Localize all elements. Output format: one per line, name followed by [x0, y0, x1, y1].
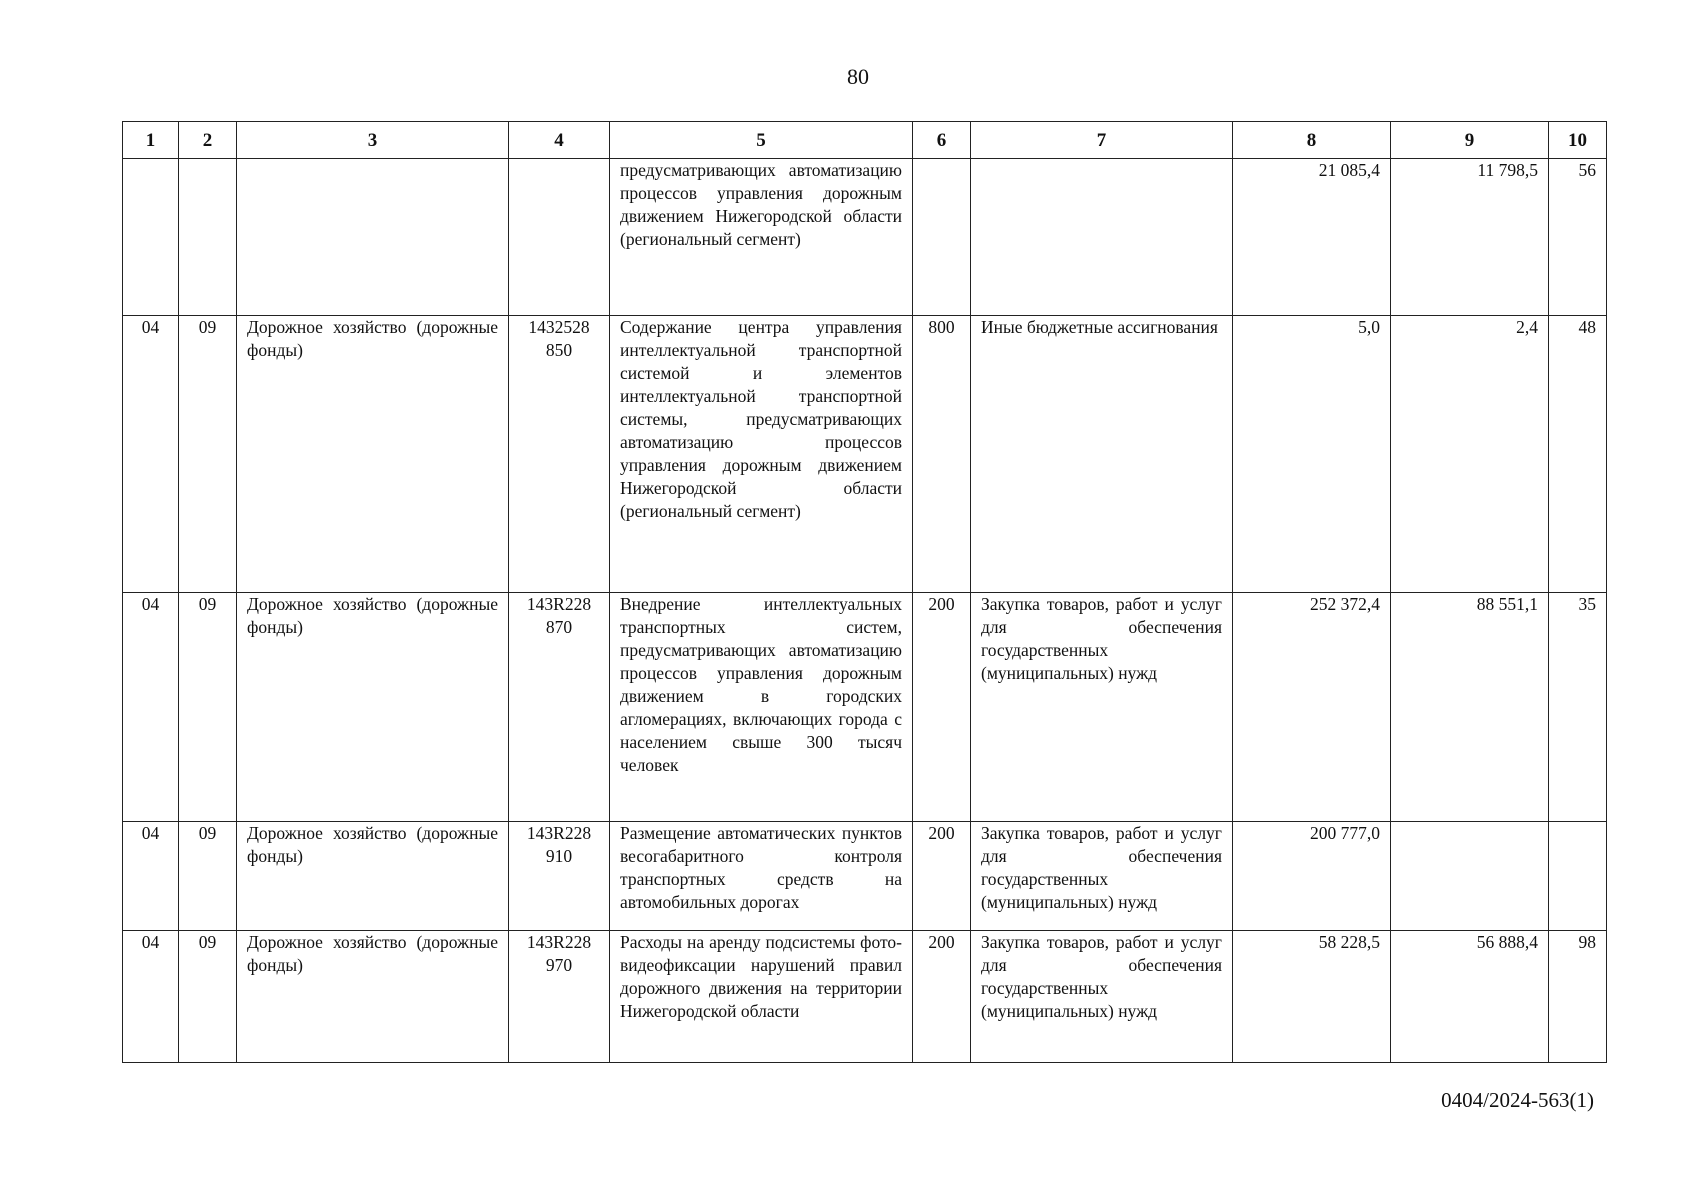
cell-expense-type — [913, 159, 971, 316]
cell-section: 04 — [123, 822, 179, 931]
cell-amount-actual: 56 888,4 — [1391, 931, 1549, 1063]
col-header-10: 10 — [1549, 122, 1607, 159]
cell-section: 04 — [123, 316, 179, 593]
table-row — [123, 822, 1607, 931]
col-header-3: 3 — [237, 122, 509, 159]
cell-description: Внедрение интеллектуальных транспортных систем, предусматривающих автоматизацию процессов управления дорожным движением в городских агломерациях, включающих города с населением свыше 300 тысяч человек — [610, 593, 913, 822]
cell-amount-plan: 5,0 — [1233, 316, 1391, 593]
cell-amount-actual: 88 551,1 — [1391, 593, 1549, 822]
cell-subsection: 09 — [179, 316, 237, 593]
budget-table — [122, 121, 1607, 1063]
cell-percent: 48 — [1549, 316, 1607, 593]
cell-amount-plan: 200 777,0 — [1233, 822, 1391, 931]
col-header-1: 1 — [123, 122, 179, 159]
cell-target-code: 143R228 870 — [509, 593, 610, 822]
cell-section-name — [237, 159, 509, 316]
cell-expense-type: 800 — [913, 316, 971, 593]
cell-percent — [1549, 822, 1607, 931]
cell-expense-type: 200 — [913, 931, 971, 1063]
cell-subsection: 09 — [179, 931, 237, 1063]
cell-target-code — [509, 159, 610, 316]
col-header-4: 4 — [509, 122, 610, 159]
table-row — [123, 931, 1607, 1063]
col-header-8: 8 — [1233, 122, 1391, 159]
cell-amount-actual: 11 798,5 — [1391, 159, 1549, 316]
cell-section: 04 — [123, 931, 179, 1063]
header-row — [123, 122, 1607, 159]
cell-description: Расходы на аренду подсистемы фото-видеофиксации нарушений правил дорожного движения на территории Нижегородской области — [610, 931, 913, 1063]
cell-section-name: Дорожное хозяйство (дорожные фонды) — [237, 316, 509, 593]
cell-section-name: Дорожное хозяйство (дорожные фонды) — [237, 593, 509, 822]
table-row — [123, 159, 1607, 316]
cell-expense-name: Закупка товаров, работ и услуг для обеспечения государственных (муниципальных) нужд — [971, 822, 1233, 931]
cell-amount-actual — [1391, 822, 1549, 931]
cell-description: Содержание центра управления интеллектуальной транспортной системой и элементов интеллектуальной транспортной системы, предусматривающих автоматизацию процессов управления дорожным движением Нижегородской области (региональный сегмент) — [610, 316, 913, 593]
cell-expense-name: Закупка товаров, работ и услуг для обеспечения государственных (муниципальных) нужд — [971, 931, 1233, 1063]
cell-section — [123, 159, 179, 316]
cell-amount-plan: 58 228,5 — [1233, 931, 1391, 1063]
cell-percent: 56 — [1549, 159, 1607, 316]
col-header-6: 6 — [913, 122, 971, 159]
table-row — [123, 316, 1607, 593]
cell-amount-plan: 21 085,4 — [1233, 159, 1391, 316]
cell-section-name: Дорожное хозяйство (дорожные фонды) — [237, 931, 509, 1063]
cell-section-name: Дорожное хозяйство (дорожные фонды) — [237, 822, 509, 931]
cell-target-code: 1432528 850 — [509, 316, 610, 593]
col-header-5: 5 — [610, 122, 913, 159]
cell-percent: 35 — [1549, 593, 1607, 822]
cell-percent: 98 — [1549, 931, 1607, 1063]
cell-amount-plan: 252 372,4 — [1233, 593, 1391, 822]
cell-amount-actual: 2,4 — [1391, 316, 1549, 593]
page-number: 80 — [847, 64, 869, 89]
cell-subsection: 09 — [179, 822, 237, 931]
cell-target-code: 143R228 970 — [509, 931, 610, 1063]
col-header-2: 2 — [179, 122, 237, 159]
cell-section: 04 — [123, 593, 179, 822]
cell-description: предусматривающих автоматизацию процессов управления дорожным движением Нижегородской области (региональный сегмент) — [610, 159, 913, 316]
cell-expense-type: 200 — [913, 593, 971, 822]
cell-expense-name: Закупка товаров, работ и услуг для обеспечения государственных (муниципальных) нужд — [971, 593, 1233, 822]
cell-target-code: 143R228 910 — [509, 822, 610, 931]
col-header-7: 7 — [971, 122, 1233, 159]
table-row — [123, 593, 1607, 822]
col-header-9: 9 — [1391, 122, 1549, 159]
cell-expense-name: Иные бюджетные ассигнования — [971, 316, 1233, 593]
cell-description: Размещение автоматических пунктов весогабаритного контроля транспортных средств на автомобильных дорогах — [610, 822, 913, 931]
cell-subsection: 09 — [179, 593, 237, 822]
cell-subsection — [179, 159, 237, 316]
document-number: 0404/2024-563(1) — [1441, 1088, 1594, 1112]
cell-expense-type: 200 — [913, 822, 971, 931]
cell-expense-name — [971, 159, 1233, 316]
